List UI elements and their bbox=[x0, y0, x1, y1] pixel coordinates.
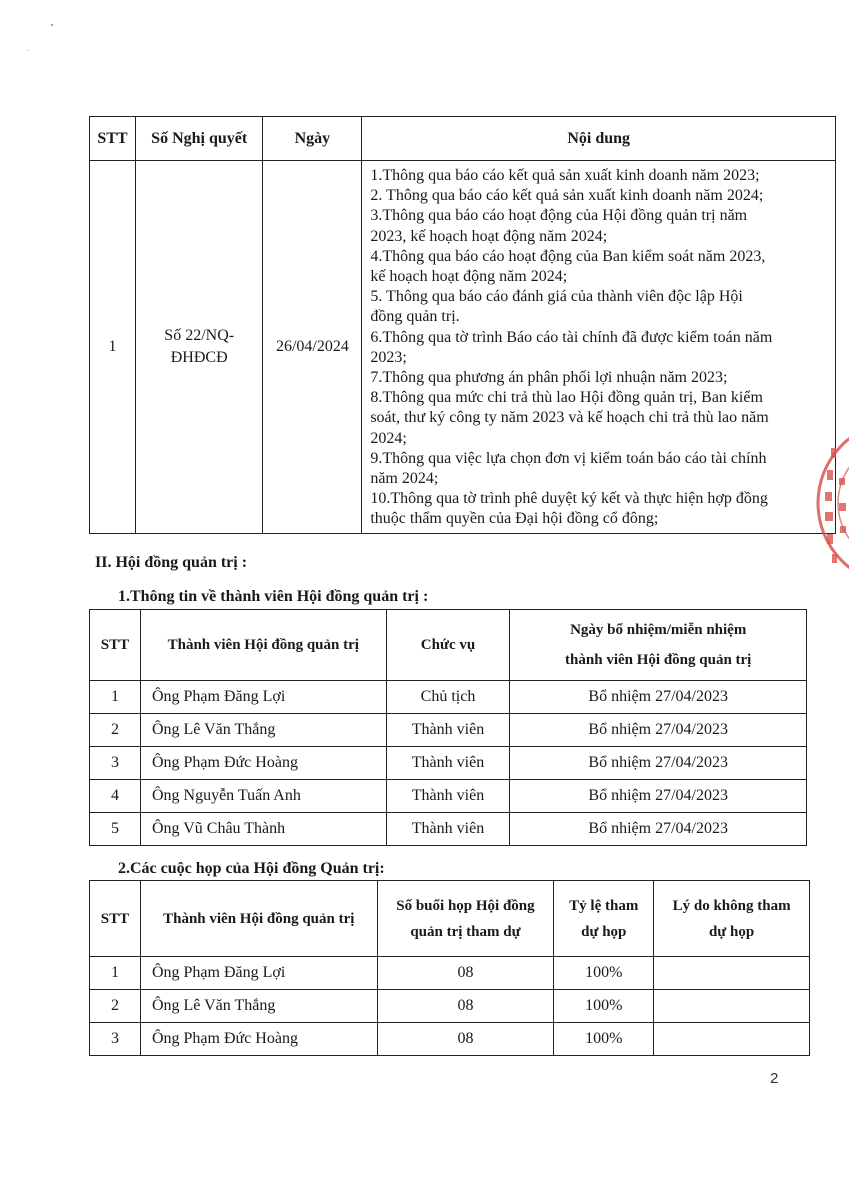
content-line: 4.Thông qua báo cáo hoạt động của Ban kiểm soát năm 2023, bbox=[370, 247, 766, 265]
cell-position: Thành viên bbox=[386, 747, 510, 780]
resolutions-table bbox=[89, 116, 836, 534]
header-attendance-rate bbox=[554, 881, 654, 957]
content-line: 2023, kế hoạch hoạt động năm 2024; bbox=[370, 227, 608, 245]
meetings-table bbox=[89, 880, 810, 1056]
header-member: Thành viên Hội đồng quản trị bbox=[140, 610, 386, 681]
cell-date: Bổ nhiệm 27/04/2023 bbox=[510, 747, 807, 780]
cell-stt: 3 bbox=[90, 747, 141, 780]
cell-name: Ông Vũ Châu Thành bbox=[140, 813, 386, 846]
cell-stt: 1 bbox=[90, 161, 136, 534]
cell-name: Ông Phạm Đăng Lợi bbox=[140, 957, 377, 990]
header-appointment-date-line1: Ngày bổ nhiệm/miễn nhiệm bbox=[570, 622, 747, 638]
cell-reason bbox=[654, 1023, 810, 1056]
scan-speck bbox=[28, 50, 29, 51]
cell-stt: 4 bbox=[90, 780, 141, 813]
cell-name: Ông Nguyễn Tuấn Anh bbox=[140, 780, 386, 813]
cell-rate: 100% bbox=[554, 957, 654, 990]
cell-stt: 1 bbox=[90, 957, 141, 990]
table-row bbox=[90, 813, 807, 846]
cell-date: 26/04/2024 bbox=[263, 161, 362, 534]
cell-position: Thành viên bbox=[386, 714, 510, 747]
company-seal-graphic bbox=[815, 408, 849, 598]
cell-date: Bổ nhiệm 27/04/2023 bbox=[510, 714, 807, 747]
table-row bbox=[90, 957, 810, 990]
cell-rate: 100% bbox=[554, 990, 654, 1023]
header-resolution-number: Số Nghị quyết bbox=[135, 117, 263, 161]
header-sessions-line1: Số buổi họp Hội đồng bbox=[396, 897, 535, 914]
cell-sessions: 08 bbox=[377, 990, 554, 1023]
section-2-title: 2.Các cuộc họp của Hội đồng Quản trị: bbox=[118, 860, 385, 877]
header-position: Chức vụ bbox=[386, 610, 510, 681]
cell-name: Ông Phạm Đức Hoàng bbox=[140, 747, 386, 780]
header-appointment-date bbox=[510, 610, 807, 681]
table-header-row bbox=[90, 117, 836, 161]
content-line: 2023; bbox=[370, 348, 407, 366]
cell-reason bbox=[654, 957, 810, 990]
table-row bbox=[90, 780, 807, 813]
content-line: 2. Thông qua báo cáo kết quả sản xuất kinh doanh năm 2024; bbox=[370, 187, 764, 205]
header-content: Nội dung bbox=[362, 117, 836, 161]
header-absence-reason bbox=[654, 881, 810, 957]
cell-rate: 100% bbox=[554, 1023, 654, 1056]
table-header-row bbox=[90, 610, 807, 681]
table-row bbox=[90, 681, 807, 714]
content-line: thuộc thẩm quyền của Đại hội đồng cổ đông; bbox=[370, 510, 659, 528]
content-line: 10.Thông qua tờ trình phê duyệt ký kết và thực hiện hợp đồng bbox=[370, 490, 768, 508]
table-row bbox=[90, 990, 810, 1023]
header-date: Ngày bbox=[263, 117, 362, 161]
content-line: năm 2024; bbox=[370, 470, 439, 488]
resolution-number-line1: Số 22/NQ- bbox=[164, 326, 235, 344]
cell-resolution-number bbox=[135, 161, 263, 534]
header-stt: STT bbox=[90, 610, 141, 681]
header-rate-line2: dự họp bbox=[581, 923, 627, 940]
header-member: Thành viên Hội đồng quản trị bbox=[140, 881, 377, 957]
content-line: 6.Thông qua tờ trình Báo cáo tài chính đã được kiểm toán năm bbox=[370, 328, 773, 346]
content-line: 7.Thông qua phương án phân phối lợi nhuận năm 2023; bbox=[370, 369, 728, 387]
content-line: 5. Thông qua báo cáo đánh giá của thành viên độc lập Hội bbox=[370, 288, 743, 306]
cell-reason bbox=[654, 990, 810, 1023]
cell-date: Bổ nhiệm 27/04/2023 bbox=[510, 780, 807, 813]
table-header-row bbox=[90, 881, 810, 957]
cell-stt: 5 bbox=[90, 813, 141, 846]
header-reason-line2: dự họp bbox=[708, 923, 755, 940]
table-row bbox=[90, 161, 836, 534]
content-line: 8.Thông qua mức chi trả thù lao Hội đồng quản trị, Ban kiểm bbox=[370, 389, 763, 407]
cell-stt: 3 bbox=[90, 1023, 141, 1056]
header-appointment-date-line2: thành viên Hội đồng quản trị bbox=[565, 652, 752, 668]
page-number: 2 bbox=[770, 1070, 779, 1087]
cell-stt: 2 bbox=[90, 990, 141, 1023]
section-ii-title: II. Hội đồng quản trị : bbox=[95, 554, 248, 571]
table-row bbox=[90, 714, 807, 747]
cell-content bbox=[362, 161, 836, 534]
cell-name: Ông Lê Văn Thắng bbox=[140, 990, 377, 1023]
content-line: kế hoạch hoạt động năm 2024; bbox=[370, 268, 568, 286]
cell-sessions: 08 bbox=[377, 1023, 554, 1056]
cell-sessions: 08 bbox=[377, 957, 554, 990]
cell-name: Ông Phạm Đức Hoàng bbox=[140, 1023, 377, 1056]
content-line: 9.Thông qua việc lựa chọn đơn vị kiểm toán báo cáo tài chính bbox=[370, 449, 767, 467]
cell-name: Ông Lê Văn Thắng bbox=[140, 714, 386, 747]
cell-position: Thành viên bbox=[386, 780, 510, 813]
cell-position: Thành viên bbox=[386, 813, 510, 846]
cell-stt: 2 bbox=[90, 714, 141, 747]
section-1-title: 1.Thông tin về thành viên Hội đồng quản trị : bbox=[118, 588, 429, 605]
content-line: 2024; bbox=[370, 429, 407, 447]
table-row bbox=[90, 747, 807, 780]
header-sessions bbox=[377, 881, 554, 957]
cell-stt: 1 bbox=[90, 681, 141, 714]
cell-date: Bổ nhiệm 27/04/2023 bbox=[510, 813, 807, 846]
cell-name: Ông Phạm Đăng Lợi bbox=[140, 681, 386, 714]
content-line: 3.Thông qua báo cáo hoạt động của Hội đồng quản trị năm bbox=[370, 207, 748, 225]
table-row bbox=[90, 1023, 810, 1056]
header-reason-line1: Lý do không tham bbox=[672, 897, 791, 914]
header-sessions-line2: quản trị tham dự bbox=[410, 923, 521, 940]
content-line: soát, thư ký công ty năm 2023 và kế hoạch chi trả thù lao năm bbox=[370, 409, 769, 427]
content-line: 1.Thông qua báo cáo kết quả sản xuất kinh doanh năm 2023; bbox=[370, 167, 760, 184]
cell-position: Chủ tịch bbox=[386, 681, 510, 714]
scan-speck bbox=[51, 24, 53, 26]
header-stt: STT bbox=[90, 881, 141, 957]
company-seal bbox=[815, 408, 849, 598]
resolution-number-line2: ĐHĐCĐ bbox=[170, 348, 228, 366]
cell-date: Bổ nhiệm 27/04/2023 bbox=[510, 681, 807, 714]
members-table bbox=[89, 609, 807, 846]
content-line: đồng quản trị. bbox=[370, 308, 460, 326]
header-stt: STT bbox=[90, 117, 136, 161]
header-rate-line1: Tỷ lệ tham bbox=[569, 897, 639, 914]
